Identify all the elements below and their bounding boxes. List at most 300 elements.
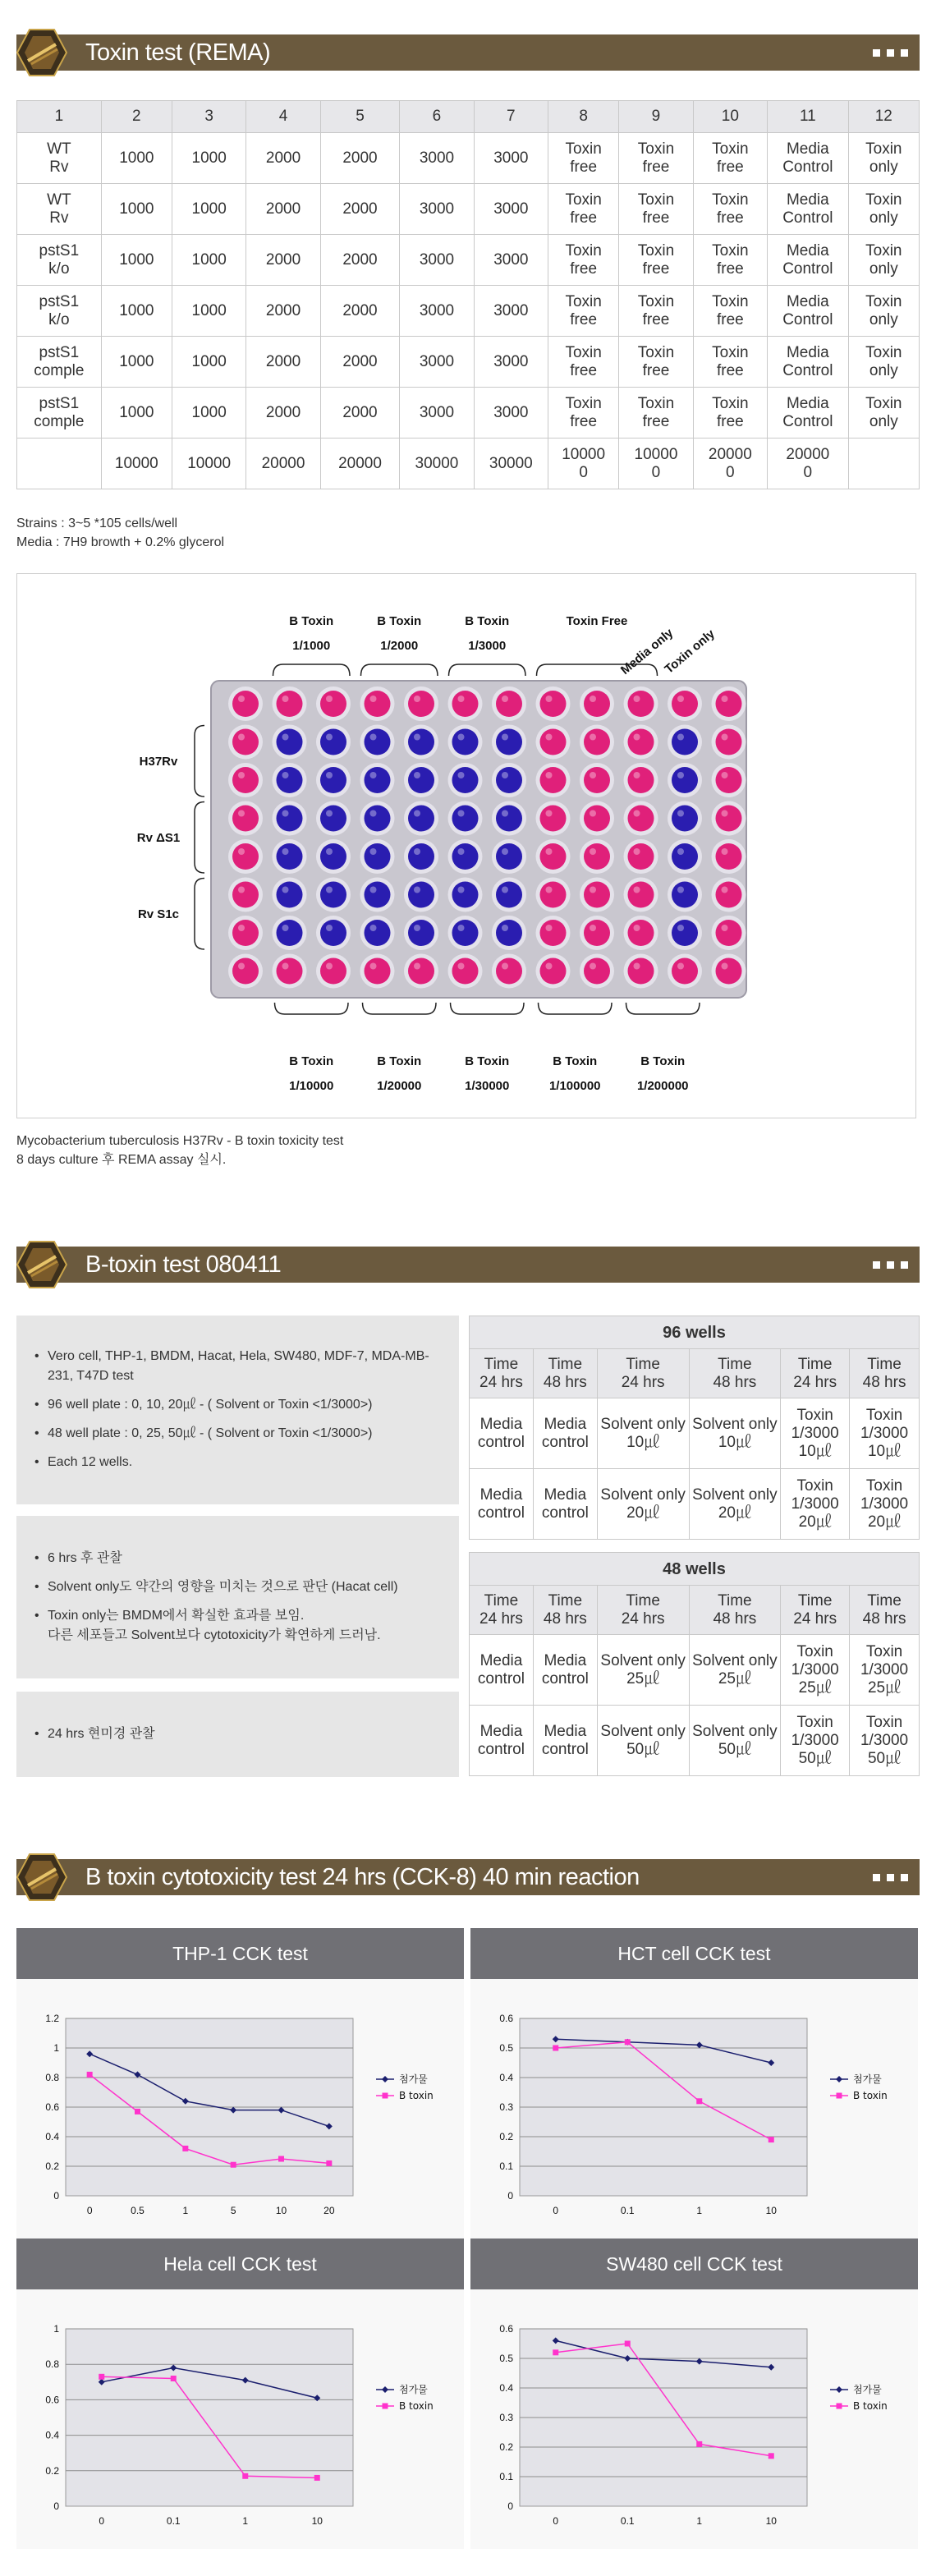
rema-cell: 3000 [400, 184, 474, 235]
bracket-icon [195, 879, 204, 950]
chart-thp1 [16, 1979, 464, 2239]
well [277, 843, 303, 870]
well-highlight [326, 734, 333, 741]
y-tick-label: 1 [53, 2042, 59, 2054]
rema-cell [17, 439, 102, 489]
well [408, 843, 434, 870]
well [452, 729, 479, 755]
data-point [87, 2072, 93, 2078]
well-highlight [238, 848, 245, 855]
wells-cell: Solvent only 10㎕ [689, 1398, 781, 1469]
well [320, 958, 346, 985]
bracket-icon [273, 664, 351, 676]
well [672, 920, 698, 946]
well [584, 729, 610, 755]
wells-cell: Toxin 1/3000 50㎕ [781, 1706, 850, 1776]
well-highlight [326, 887, 333, 893]
plate-diagram [17, 574, 915, 1118]
plate-bottom-label: 1/30000 [465, 1079, 510, 1093]
well-highlight [326, 848, 333, 855]
y-tick-label: 0.5 [499, 2353, 513, 2364]
y-tick-label: 0 [53, 2190, 59, 2202]
well [628, 767, 654, 793]
rema-cell: Media Control [768, 286, 849, 337]
legend-marker [836, 2076, 842, 2082]
well-highlight [502, 810, 508, 817]
well-highlight [590, 848, 596, 855]
chart-title: HCT cell CCK test [470, 1928, 918, 1979]
well [672, 767, 698, 793]
x-tick-label: 5 [230, 2205, 236, 2216]
y-tick-label: 0.6 [45, 2394, 59, 2406]
more-dots-icon [873, 1874, 908, 1881]
well-highlight [634, 925, 640, 931]
well [540, 843, 567, 870]
rema-row [17, 439, 920, 489]
y-tick-label: 0 [53, 2500, 59, 2512]
well-highlight [546, 734, 553, 741]
chart-hela [16, 2289, 464, 2549]
wells-header-cell: Time 24 hrs [781, 1349, 850, 1398]
well [584, 958, 610, 985]
rema-notes [16, 514, 224, 552]
well-highlight [590, 810, 596, 817]
wells-header-cell: Time 24 hrs [597, 1349, 689, 1398]
wells-cell: Solvent only 50㎕ [597, 1706, 689, 1776]
rema-header-cell: 5 [320, 101, 400, 133]
well [232, 806, 259, 832]
wells-header-cell: Time 24 hrs [597, 1586, 689, 1635]
wells-cell: Media control [470, 1635, 534, 1706]
rema-cell: 3000 [474, 133, 548, 184]
data-point [553, 2349, 558, 2355]
x-tick-label: 0.5 [131, 2205, 145, 2216]
rema-header-cell: 12 [848, 101, 919, 133]
info-item: • 24 hrs 현미경 관찰 [34, 1724, 441, 1744]
well-highlight [722, 925, 728, 931]
legend-label: B toxin [399, 2090, 434, 2101]
well [408, 920, 434, 946]
y-tick-label: 0.2 [45, 2464, 59, 2477]
well [496, 767, 522, 793]
plate-top-label: Media only [617, 626, 677, 677]
rema-cell: 1000 [101, 184, 172, 235]
plate-note-2: 8 days culture 후 REMA assay 실시. [16, 1153, 227, 1167]
well-highlight [634, 772, 640, 778]
rema-cell: 2000 [246, 388, 320, 439]
rema-row [17, 388, 920, 439]
rema-cell: 2000 [320, 337, 400, 388]
rema-cell: pstS1 k/o [17, 286, 102, 337]
rema-cell: 2000 [246, 337, 320, 388]
well-highlight [414, 848, 420, 855]
rema-cell: 3000 [474, 388, 548, 439]
rema-cell: Media Control [768, 337, 849, 388]
wells-48-table [469, 1552, 920, 1776]
rema-row [17, 235, 920, 286]
plate-top-label: B Toxin [289, 614, 334, 628]
well [452, 920, 479, 946]
wells-cell: Media control [533, 1706, 597, 1776]
x-tick-label: 0.1 [620, 2205, 635, 2216]
plate-bottom-label: 1/200000 [636, 1079, 689, 1093]
wells-cell: Toxin 1/3000 20㎕ [781, 1469, 850, 1540]
rema-cell: Toxin free [693, 133, 767, 184]
legend-label: B toxin [853, 2090, 888, 2101]
well [628, 729, 654, 755]
rema-cell: 2000 [320, 133, 400, 184]
well-highlight [370, 734, 377, 741]
section-header-cck [16, 1859, 920, 1895]
well-highlight [370, 696, 377, 702]
well-highlight [677, 963, 684, 970]
rema-header-cell: 1 [17, 101, 102, 133]
section-header-rema [16, 34, 920, 71]
data-point [696, 2098, 702, 2104]
wells-cell: Toxin 1/3000 20㎕ [850, 1469, 920, 1540]
well-highlight [238, 696, 245, 702]
rema-cell: 10000 0 [619, 439, 693, 489]
well [628, 920, 654, 946]
info-item: • Solvent only도 약간의 영향을 미치는 것으로 판단 (Hacat cell) [34, 1577, 441, 1597]
rema-cell: Toxin only [848, 133, 919, 184]
well [584, 920, 610, 946]
well [365, 843, 391, 870]
rema-row [17, 286, 920, 337]
plate-bottom-label: B Toxin [640, 1054, 686, 1068]
legend-label: 첨가물 [853, 2073, 882, 2085]
y-tick-label: 0.8 [45, 2358, 59, 2371]
section-header-btoxin [16, 1247, 920, 1283]
well-highlight [326, 925, 333, 931]
chart-hct [470, 1979, 918, 2239]
well [452, 882, 479, 908]
chart-panel-hela [16, 2239, 464, 2549]
legend-label: 첨가물 [399, 2073, 428, 2085]
rema-cell: 3000 [474, 184, 548, 235]
well-highlight [634, 848, 640, 855]
well [277, 729, 303, 755]
well-highlight [370, 848, 377, 855]
well-highlight [282, 772, 289, 778]
well [277, 806, 303, 832]
wells-header-cell: Time 48 hrs [533, 1586, 597, 1635]
well-highlight [502, 734, 508, 741]
wells-table-title: 48 wells [470, 1553, 920, 1586]
rema-cell: Toxin only [848, 235, 919, 286]
data-point [99, 2374, 104, 2380]
rema-cell: Toxin free [619, 286, 693, 337]
y-tick-label: 0.8 [45, 2072, 59, 2083]
well-highlight [414, 963, 420, 970]
bracket-icon [195, 726, 204, 797]
rema-cell: 3000 [474, 337, 548, 388]
plate-top-label: B Toxin [377, 614, 422, 628]
y-tick-label: 0.2 [499, 2131, 513, 2142]
well [672, 691, 698, 717]
legend-marker [382, 2386, 388, 2393]
rema-cell: 30000 [474, 439, 548, 489]
info-item: • 96 well plate : 0, 10, 20㎕ - ( Solvent or Toxin <1/3000>) [34, 1395, 441, 1415]
wells-row [470, 1469, 920, 1540]
info-item: • 6 hrs 후 관찰 [34, 1549, 441, 1568]
rema-cell: Toxin free [619, 388, 693, 439]
wells-96-table [469, 1316, 920, 1540]
wells-header-cell: Time 24 hrs [781, 1586, 850, 1635]
x-tick-label: 1 [696, 2205, 703, 2216]
well [277, 958, 303, 985]
well [320, 729, 346, 755]
y-tick-label: 0.2 [45, 2160, 59, 2172]
rema-cell: 20000 0 [768, 439, 849, 489]
well [365, 882, 391, 908]
x-tick-label: 1 [242, 2515, 249, 2527]
well-highlight [458, 848, 465, 855]
well-highlight [502, 848, 508, 855]
section-title: B toxin cytotoxicity test 24 hrs (CCK-8) 40 min reaction [85, 1864, 640, 1890]
chart-title: THP-1 CCK test [16, 1928, 464, 1979]
well-highlight [238, 925, 245, 931]
y-tick-label: 0.5 [499, 2042, 513, 2054]
well [628, 691, 654, 717]
media-note: Media : 7H9 browth + 0.2% glycerol [16, 535, 225, 549]
bracket-icon [275, 1003, 349, 1014]
well [320, 767, 346, 793]
well [540, 691, 567, 717]
well [232, 882, 259, 908]
data-point [242, 2473, 248, 2479]
wells-cell: Solvent only 25㎕ [597, 1635, 689, 1706]
hexagon-logo-icon [16, 28, 67, 77]
well-highlight [282, 810, 289, 817]
well [628, 882, 654, 908]
well-highlight [677, 696, 684, 702]
well [716, 882, 742, 908]
legend-label: 첨가물 [853, 2384, 882, 2395]
well [628, 806, 654, 832]
wells-cell: Media control [533, 1469, 597, 1540]
well [496, 691, 522, 717]
x-tick-label: 10 [765, 2515, 777, 2527]
well-highlight [282, 925, 289, 931]
rema-cell: 3000 [474, 286, 548, 337]
plate-bottom-label: B Toxin [377, 1054, 422, 1068]
bracket-icon [451, 1003, 525, 1014]
data-point [231, 2162, 236, 2168]
y-tick-label: 0.3 [499, 2101, 513, 2113]
rema-cell: pstS1 comple [17, 337, 102, 388]
well [320, 806, 346, 832]
rema-header-cell: 10 [693, 101, 767, 133]
legend-label: B toxin [853, 2400, 888, 2412]
bracket-icon [449, 664, 526, 676]
x-tick-label: 0 [99, 2515, 105, 2527]
wells-row [470, 1706, 920, 1776]
well-highlight [238, 772, 245, 778]
well-highlight [634, 696, 640, 702]
well [452, 691, 479, 717]
rema-cell: 1000 [172, 388, 245, 439]
well [232, 729, 259, 755]
rema-cell: 2000 [246, 184, 320, 235]
well [716, 767, 742, 793]
rema-cell: Toxin only [848, 337, 919, 388]
x-tick-label: 20 [323, 2205, 335, 2216]
rema-cell: 1000 [101, 388, 172, 439]
wells-table-title: 96 wells [470, 1316, 920, 1349]
rema-cell: 2000 [246, 286, 320, 337]
bracket-icon [195, 802, 204, 874]
well-highlight [722, 696, 728, 702]
info-box-1 [16, 1316, 459, 1504]
well [277, 882, 303, 908]
y-tick-label: 0.4 [499, 2072, 513, 2083]
well-highlight [414, 772, 420, 778]
bracket-icon [626, 1003, 700, 1014]
plate-top-label: Toxin Free [566, 614, 628, 628]
well [628, 958, 654, 985]
rema-cell: WT Rv [17, 184, 102, 235]
well [540, 806, 567, 832]
wells-cell: Toxin 1/3000 10㎕ [850, 1398, 920, 1469]
well-highlight [677, 925, 684, 931]
well-highlight [458, 963, 465, 970]
well-highlight [722, 887, 728, 893]
well [540, 958, 567, 985]
well-highlight [677, 848, 684, 855]
well-highlight [546, 810, 553, 817]
data-point [314, 2475, 320, 2481]
rema-cell: Toxin free [619, 337, 693, 388]
rema-cell: Toxin free [693, 235, 767, 286]
chart-title: Hela cell CCK test [16, 2239, 464, 2289]
hexagon-logo-icon [16, 1240, 67, 1289]
well [716, 843, 742, 870]
rema-cell: 2000 [320, 286, 400, 337]
wells-cell: Solvent only 10㎕ [597, 1398, 689, 1469]
wells-header-cell: Time 24 hrs [470, 1349, 534, 1398]
well [716, 806, 742, 832]
x-tick-label: 0.1 [620, 2515, 635, 2527]
y-tick-label: 0.4 [499, 2382, 513, 2394]
rema-cell: Media Control [768, 133, 849, 184]
rema-header-cell: 9 [619, 101, 693, 133]
section-title: Toxin test (REMA) [85, 39, 271, 66]
rema-cell: 20000 [246, 439, 320, 489]
rema-cell: Media Control [768, 235, 849, 286]
rema-header-cell: 8 [548, 101, 619, 133]
rema-cell: Toxin free [619, 184, 693, 235]
well-highlight [634, 734, 640, 741]
data-point [696, 2441, 702, 2447]
well-highlight [326, 810, 333, 817]
rema-cell: Media Control [768, 184, 849, 235]
info-box-3 [16, 1692, 459, 1777]
well [320, 920, 346, 946]
well [540, 729, 567, 755]
well [584, 767, 610, 793]
rema-cell: 1000 [101, 286, 172, 337]
well [716, 729, 742, 755]
x-tick-label: 10 [275, 2205, 287, 2216]
well [716, 920, 742, 946]
well-highlight [677, 772, 684, 778]
well [584, 691, 610, 717]
well [672, 729, 698, 755]
y-tick-label: 0 [507, 2500, 513, 2512]
well-highlight [370, 772, 377, 778]
rema-cell: Toxin only [848, 286, 919, 337]
well [320, 691, 346, 717]
well-highlight [722, 772, 728, 778]
well [452, 767, 479, 793]
well [584, 806, 610, 832]
rema-cell: Toxin free [548, 337, 619, 388]
well-highlight [238, 810, 245, 817]
well [496, 882, 522, 908]
rema-cell: 10000 [101, 439, 172, 489]
well-highlight [546, 963, 553, 970]
rema-header-cell: 3 [172, 101, 245, 133]
well [452, 958, 479, 985]
well [232, 767, 259, 793]
data-point [769, 2137, 774, 2142]
rema-cell: 3000 [474, 235, 548, 286]
well [408, 882, 434, 908]
x-tick-label: 0 [553, 2515, 559, 2527]
rema-cell: 2000 [320, 388, 400, 439]
well-highlight [590, 963, 596, 970]
rema-row [17, 337, 920, 388]
well-highlight [590, 772, 596, 778]
well [365, 691, 391, 717]
rema-cell: 1000 [101, 133, 172, 184]
well [672, 806, 698, 832]
rema-cell: Toxin free [693, 337, 767, 388]
well-highlight [590, 925, 596, 931]
plot-area [66, 2329, 353, 2506]
rema-header-cell: 7 [474, 101, 548, 133]
rema-cell: Toxin free [693, 184, 767, 235]
well-highlight [238, 734, 245, 741]
rema-cell: 1000 [172, 133, 245, 184]
wells-cell: Solvent only 20㎕ [597, 1469, 689, 1540]
rema-cell: 2000 [246, 133, 320, 184]
well-highlight [370, 810, 377, 817]
info-item: • Vero cell, THP-1, BMDM, Hacat, Hela, SW480, MDF-7, MDA-MB-231, T47D test [34, 1347, 441, 1386]
well-highlight [458, 925, 465, 931]
more-dots-icon [873, 49, 908, 57]
rema-row [17, 133, 920, 184]
y-tick-label: 0.4 [45, 2131, 59, 2142]
rema-cell: WT Rv [17, 133, 102, 184]
well-highlight [502, 696, 508, 702]
y-tick-label: 0.6 [499, 2323, 513, 2335]
wells-cell: Media control [470, 1469, 534, 1540]
data-point [326, 2160, 332, 2166]
well-highlight [458, 734, 465, 741]
plate-row-label: H37Rv [139, 754, 178, 769]
wells-cell: Media control [470, 1706, 534, 1776]
x-tick-label: 0.1 [166, 2515, 181, 2527]
well [496, 958, 522, 985]
well [716, 691, 742, 717]
well-highlight [502, 925, 508, 931]
info-item: • Toxin only는 BMDM에서 확실한 효과를 보임. 다른 세포들고 Solvent보다 cytotoxicity가 확연하게 드러남. [34, 1606, 441, 1646]
legend-marker [382, 2076, 388, 2082]
x-tick-label: 0 [553, 2205, 559, 2216]
rema-cell: 20000 0 [693, 439, 767, 489]
